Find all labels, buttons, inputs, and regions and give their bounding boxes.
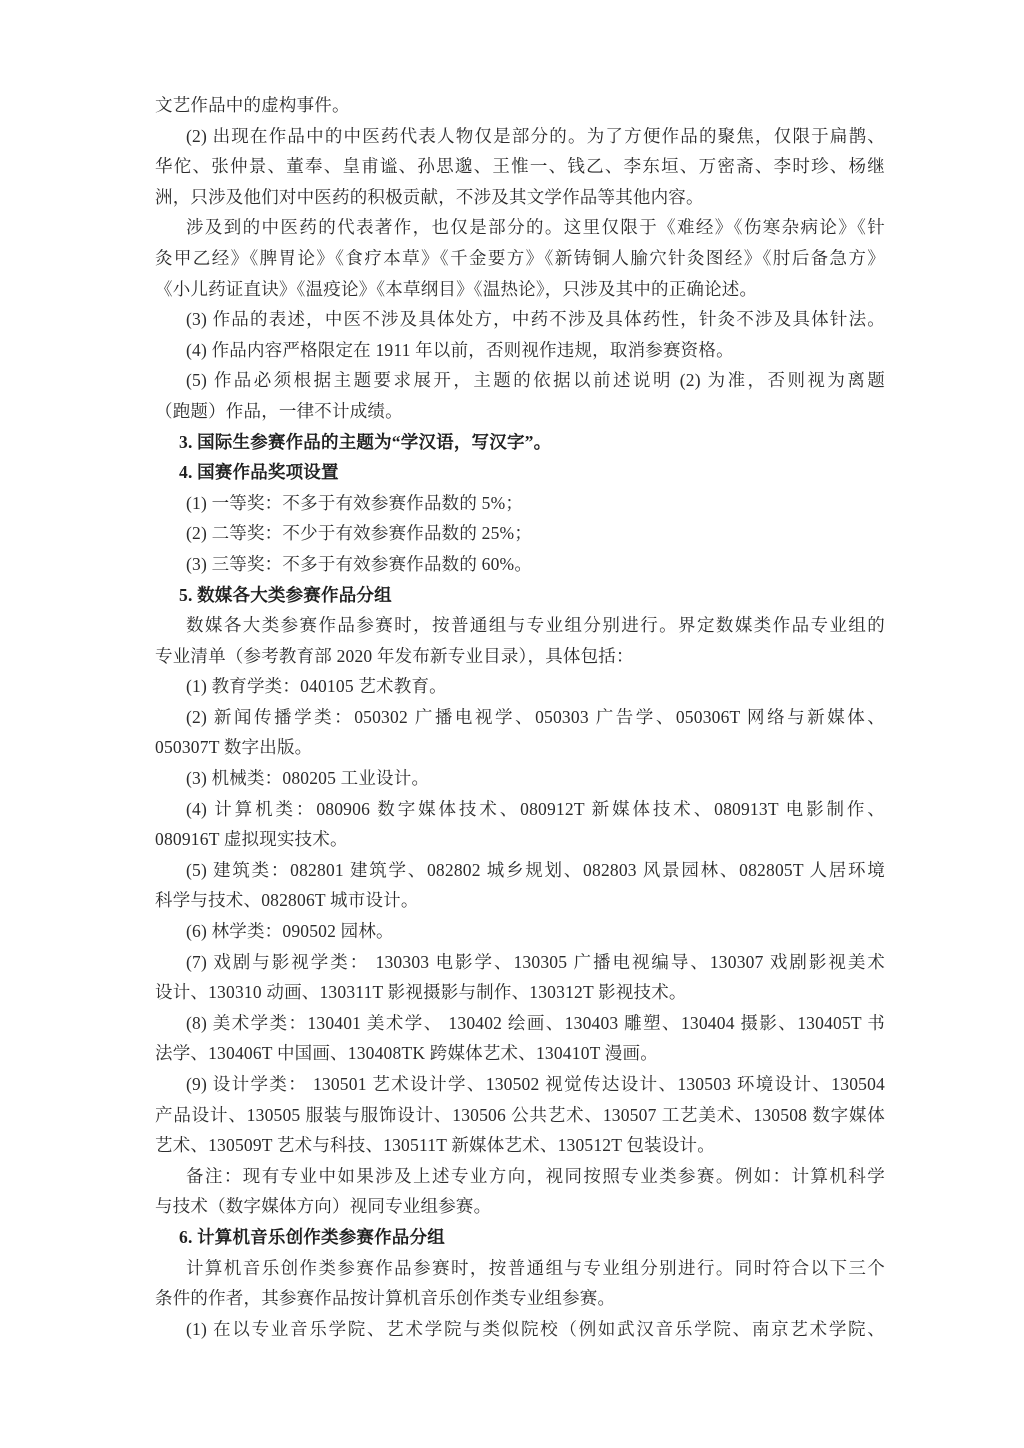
text-line: 设计、130310 动画、130311T 影视摄影与制作、130312T 影视技术。: [155, 982, 687, 1003]
text-line: (5) 作品必须根据主题要求展开，主题的依据以前述说明 (2) 为准，否则视为离题: [186, 370, 885, 391]
text-line: (3) 三等奖：不多于有效参赛作品数的 60%。: [186, 553, 533, 574]
text-line: 《小儿药证直诀》《温疫论》《本草纲目》《温热论》，只涉及其中的正确论述。: [155, 278, 758, 299]
text-line: (7) 戏剧与影视学类： 130303 电影学、130305 广播电视编导、130307 戏剧影视美术: [186, 951, 885, 972]
text-line: 数媒各大类参赛作品参赛时，按普通组与专业组分别进行。界定数媒类作品专业组的: [186, 615, 885, 636]
text-line: 涉及到的中医药的代表著作，也仅是部分的。这里仅限于《难经》《伤寒杂病论》《针: [186, 217, 885, 238]
text-line: 灸甲乙经》《脾胃论》《食疗本草》《千金要方》《新铸铜人腧穴针灸图经》《肘后备急方》: [155, 247, 885, 268]
text-line: (2) 二等奖：不少于有效参赛作品数的 25%；: [186, 523, 533, 544]
text-line: 产品设计、130505 服装与服饰设计、130506 公共艺术、130507 工艺美术、130508 数字媒体: [155, 1104, 885, 1125]
text-line: (5) 建筑类：082801 建筑学、082802 城乡规划、082803 风景园林、082805T 人居环境: [186, 859, 885, 880]
document-lines: [155, 90, 885, 1344]
text-line: 专业清单（参考教育部 2020 年发布新专业目录），具体包括：: [155, 645, 634, 666]
section-heading: 5. 数媒各大类参赛作品分组: [179, 584, 392, 605]
text-line: 与技术（数字媒体方向）视同专业组参赛。: [155, 1196, 492, 1217]
text-line: (6) 林学类：090502 园林。: [186, 921, 394, 942]
text-line: (8) 美术学类：130401 美术学、 130402 绘画、130403 雕塑、130404 摄影、130405T 书: [186, 1012, 885, 1033]
text-line: (2) 新闻传播学类：050302 广播电视学、050303 广告学、050306T 网络与新媒体、: [186, 706, 885, 727]
text-line: 文艺作品中的虚构事件。: [155, 95, 350, 115]
text-line: (2) 出现在作品中的中医药代表人物仅是部分的。为了方便作品的聚焦，仅限于扁鹊、: [186, 125, 885, 146]
text-line: （跑题）作品，一律不计成绩。: [155, 400, 403, 421]
text-line: 080916T 虚拟现实技术。: [155, 829, 348, 850]
text-line: (4) 作品内容严格限定在 1911 年以前，否则视作违规，取消参赛资格。: [186, 339, 734, 360]
section-heading: 3. 国际生参赛作品的主题为“学汉语，写汉字”。: [179, 431, 552, 452]
text-line: 艺术、130509T 艺术与科技、130511T 新媒体艺术、130512T 包装设计。: [155, 1135, 715, 1156]
text-line: (3) 机械类：080205 工业设计。: [186, 768, 430, 789]
text-line: 计算机音乐创作类参赛作品参赛时，按普通组与专业组分别进行。同时符合以下三个: [186, 1257, 885, 1278]
text-line: 科学与技术、082806T 城市设计。: [155, 890, 419, 911]
section-heading: 6. 计算机音乐创作类参赛作品分组: [179, 1226, 445, 1247]
text-line: (4) 计算机类：080906 数字媒体技术、080912T 新媒体技术、080913T 电影制作、: [186, 798, 885, 819]
text-line: 华佗、张仲景、董奉、皇甫谧、孙思邈、王惟一、钱乙、李东垣、万密斋、李时珍、杨继: [155, 156, 885, 177]
text-line: (3) 作品的表述，中医不涉及具体处方，中药不涉及具体药性，针灸不涉及具体针法。: [186, 309, 885, 330]
text-line: 洲，只涉及他们对中医药的积极贡献，不涉及其文学作品等其他内容。: [155, 186, 704, 207]
text-line: 条件的作者，其参赛作品按计算机音乐创作类专业组参赛。: [155, 1288, 616, 1309]
section-heading: 4. 国赛作品奖项设置: [179, 462, 339, 483]
text-line: (1) 教育学类：040105 艺术教育。: [186, 676, 447, 697]
text-line: (9) 设计学类： 130501 艺术设计学、130502 视觉传达设计、130503 环境设计、130504: [186, 1074, 885, 1094]
text-line: 法学、130406T 中国画、130408TK 跨媒体艺术、130410T 漫画。: [155, 1043, 658, 1064]
text-line: 备注：现有专业中如果涉及上述专业方向，视同按照专业类参赛。例如：计算机科学: [186, 1165, 885, 1186]
text-line: (1) 在以专业音乐学院、艺术学院与类似院校（例如武汉音乐学院、南京艺术学院、: [186, 1318, 885, 1339]
text-line: (1) 一等奖：不多于有效参赛作品数的 5%；: [186, 492, 524, 513]
text-line: 050307T 数字出版。: [155, 737, 313, 758]
